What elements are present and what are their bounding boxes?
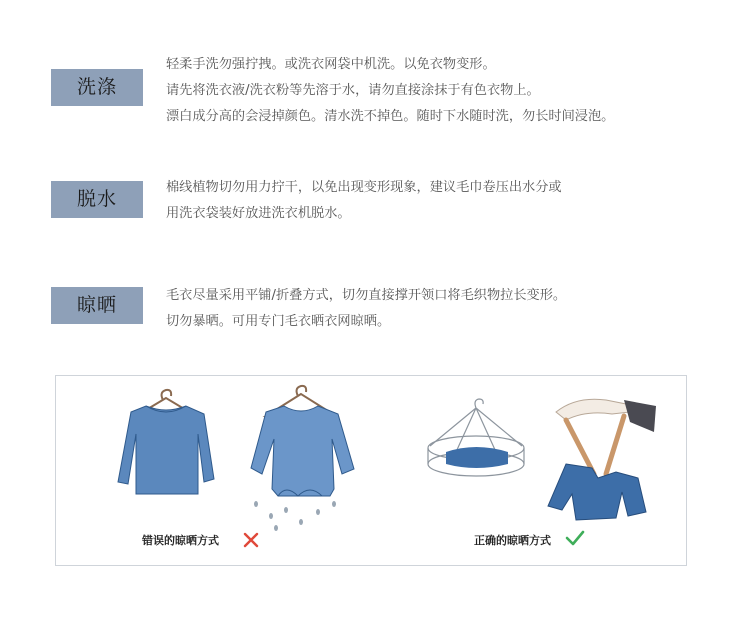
hanging-sweater xyxy=(548,464,646,520)
drying-illustration-panel xyxy=(55,375,687,566)
water-drip-icon xyxy=(254,501,336,531)
check-icon xyxy=(564,529,586,547)
spin-dry-line-1: 棉线植物切勿用力拧干，以免出现变形现象，建议毛巾卷压出水分或 xyxy=(166,180,562,195)
wrong-caption: 错误的晾晒方式 xyxy=(142,534,219,547)
drying-line-2: 切勿暴晒。可用专门毛衣晒衣网晾晒。 xyxy=(166,314,391,329)
hand-icon xyxy=(556,399,630,420)
washing-tag: 洗涤 xyxy=(51,69,143,106)
drying-tag: 晾晒 xyxy=(51,287,143,324)
wrong-drying-illustration xyxy=(86,384,386,534)
folded-sweater xyxy=(446,447,508,468)
spin-dry-line-2: 用洗衣袋装好放进洗衣机脱水。 xyxy=(166,206,351,221)
right-caption: 正确的晾晒方式 xyxy=(474,534,551,547)
spin-dry-tag: 脱水 xyxy=(51,181,143,218)
sweater-1 xyxy=(118,406,214,494)
drying-line-1: 毛衣尽量采用平铺/折叠方式，切勿直接撑开领口将毛织物拉长变形。 xyxy=(166,288,567,303)
correct-drying-illustration xyxy=(416,382,676,532)
washing-line-2: 请先将洗衣液/洗衣粉等先溶于水，请勿直接涂抹于有色衣物上。 xyxy=(166,83,540,98)
sleeve-dark xyxy=(624,400,656,432)
washing-line-1: 轻柔手洗勿强拧拽。或洗衣网袋中机洗。以免衣物变形。 xyxy=(166,57,496,72)
spin-dry-text xyxy=(166,175,562,227)
sweater-2 xyxy=(251,406,354,496)
drying-text xyxy=(166,283,566,335)
washing-text xyxy=(166,52,614,130)
cross-icon xyxy=(242,531,260,549)
washing-line-3: 漂白成分高的会浸掉颜色。清水洗不掉色。随时下水随时洗，勿长时间浸泡。 xyxy=(166,109,615,124)
